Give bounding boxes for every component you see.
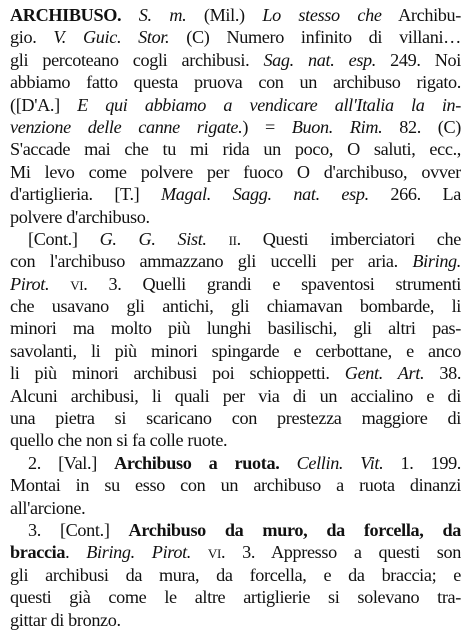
text-run: Mi levo come polvere per fuoco O d'archibuso, ovver (10, 161, 461, 182)
text-run: 2. [Val.] (28, 452, 115, 473)
text-run: 3. Quelli grandi e spaventosi strumenti (87, 273, 461, 294)
text-line (10, 407, 461, 429)
text-run: gittar di bronzo. (10, 609, 121, 630)
text-run: gli percoteano cogli archibusi. (10, 49, 264, 70)
text-run: Archibu- (381, 5, 461, 25)
text-run: ([D'A.] (10, 94, 78, 115)
text-line (10, 49, 461, 71)
text-line (10, 183, 461, 205)
italic-text: Cellin. Vit. (296, 452, 384, 473)
text-run: all'arcione. (10, 497, 86, 518)
text-run: con l'archibuso ammazzano gli uccelli per aria. (10, 251, 413, 272)
text-run (49, 274, 70, 294)
italic-text: Pirot. (10, 273, 50, 294)
text-line (10, 71, 461, 93)
text-run: 3. Appresso a questi son (225, 542, 461, 563)
italic-text: Buon. Rim. (291, 116, 383, 137)
italic-text: Gent. Art. (344, 363, 425, 384)
text-run: quello che non si fa colle ruote. (10, 430, 228, 451)
text-run: d'artiglieria. [T.] (10, 184, 161, 205)
text-run (279, 453, 296, 473)
roman-numeral: vi. (207, 542, 226, 563)
text-line (10, 362, 461, 384)
text-line (10, 250, 461, 272)
text-run: 82. (C) (382, 116, 461, 137)
text-line (10, 385, 461, 407)
italic-text: G. G. Sist. (99, 228, 207, 249)
text-run (121, 5, 139, 25)
text-run: questi già come le altre artiglierie si solevano tra- (10, 587, 461, 608)
text-run: (C) Numero infinito di villani… (169, 27, 461, 48)
text-line (10, 586, 461, 608)
italic-text: E qui abbiamo a vendicare all'Italia la in- (77, 94, 461, 115)
roman-numeral: vi. (70, 273, 88, 294)
italic-text: Biring. (412, 251, 461, 272)
text-run: 1. 199. (383, 452, 461, 473)
text-run: li più minori archibusi poi schioppetti. (10, 363, 345, 384)
text-line (10, 273, 461, 295)
text-run: Questi imberciatori che (240, 228, 461, 249)
text-run: ) = (242, 116, 292, 137)
text-line (10, 429, 461, 451)
text-line (10, 26, 461, 48)
dictionary-entry-archibuso (10, 4, 461, 631)
text-run: . (65, 542, 87, 563)
text-run: una pietra si scaricano con prestezza maggiore di (10, 408, 461, 429)
text-run: gli archibusi da mura, da forcella, e da braccia; e (10, 564, 461, 585)
italic-text: Magal. Sagg. nat. esp. (161, 184, 369, 205)
text-run (207, 229, 229, 249)
text-run: [Cont.] (28, 228, 100, 249)
text-run: 249. Noi (375, 49, 461, 70)
text-line (10, 4, 461, 26)
text-run: gio. (10, 27, 54, 48)
italic-text: V. Guic. Stor. (53, 27, 170, 48)
text-line (10, 161, 461, 183)
text-line (10, 317, 461, 339)
text-run: che usavano gli antichi, gli chiamavan bombarde, li (10, 296, 461, 317)
text-run: 266. La (368, 184, 461, 205)
italic-text: Biring. Pirot. (86, 542, 191, 563)
text-run: savolanti, li più minori spingarde e cerbottane, e anco (10, 340, 461, 361)
italic-text: venzione delle canne rigate. (10, 116, 243, 137)
italic-text: Lo stesso che (262, 5, 382, 25)
bold-text: braccia (10, 542, 66, 563)
text-line (10, 138, 461, 160)
text-run: 3. [Cont.] (28, 519, 129, 540)
text-line (10, 340, 461, 362)
text-line (10, 609, 461, 631)
text-line (10, 474, 461, 496)
text-line (10, 497, 461, 519)
text-run: minori ma molto più lunghi basilischi, gli altri pas- (10, 318, 461, 339)
bold-text: Archibuso a ruota. (114, 452, 280, 473)
text-line (10, 519, 461, 541)
italic-text: Sag. nat. esp. (263, 49, 376, 70)
text-line (10, 452, 461, 474)
text-run: (Mil.) (186, 5, 263, 25)
text-line (10, 116, 461, 138)
bold-text: ARCHIBUSO. (10, 5, 122, 25)
text-line (10, 228, 461, 250)
text-line (10, 94, 461, 116)
italic-text: S. m. (138, 5, 187, 25)
text-run: 38. (424, 363, 461, 384)
text-line (10, 541, 461, 563)
text-run: Montai in su esso con un archibuso a ruota dinanzi (10, 475, 461, 496)
text-line (10, 564, 461, 586)
text-line (10, 206, 461, 228)
text-run: Alcuni archibusi, li quali per via di un accialino e di (10, 385, 461, 406)
roman-numeral: ii. (228, 228, 241, 249)
bold-text: Archibuso da muro, da forcella, da (128, 519, 461, 540)
text-run: S'accade mai che tu mi rida un poco, O saluti, ecc., (10, 139, 461, 160)
text-run: abbiamo fatto questa pruova con un archibuso rigato. (10, 72, 461, 93)
text-run: polvere d'archibuso. (10, 206, 150, 227)
text-run (191, 542, 208, 562)
text-line (10, 295, 461, 317)
